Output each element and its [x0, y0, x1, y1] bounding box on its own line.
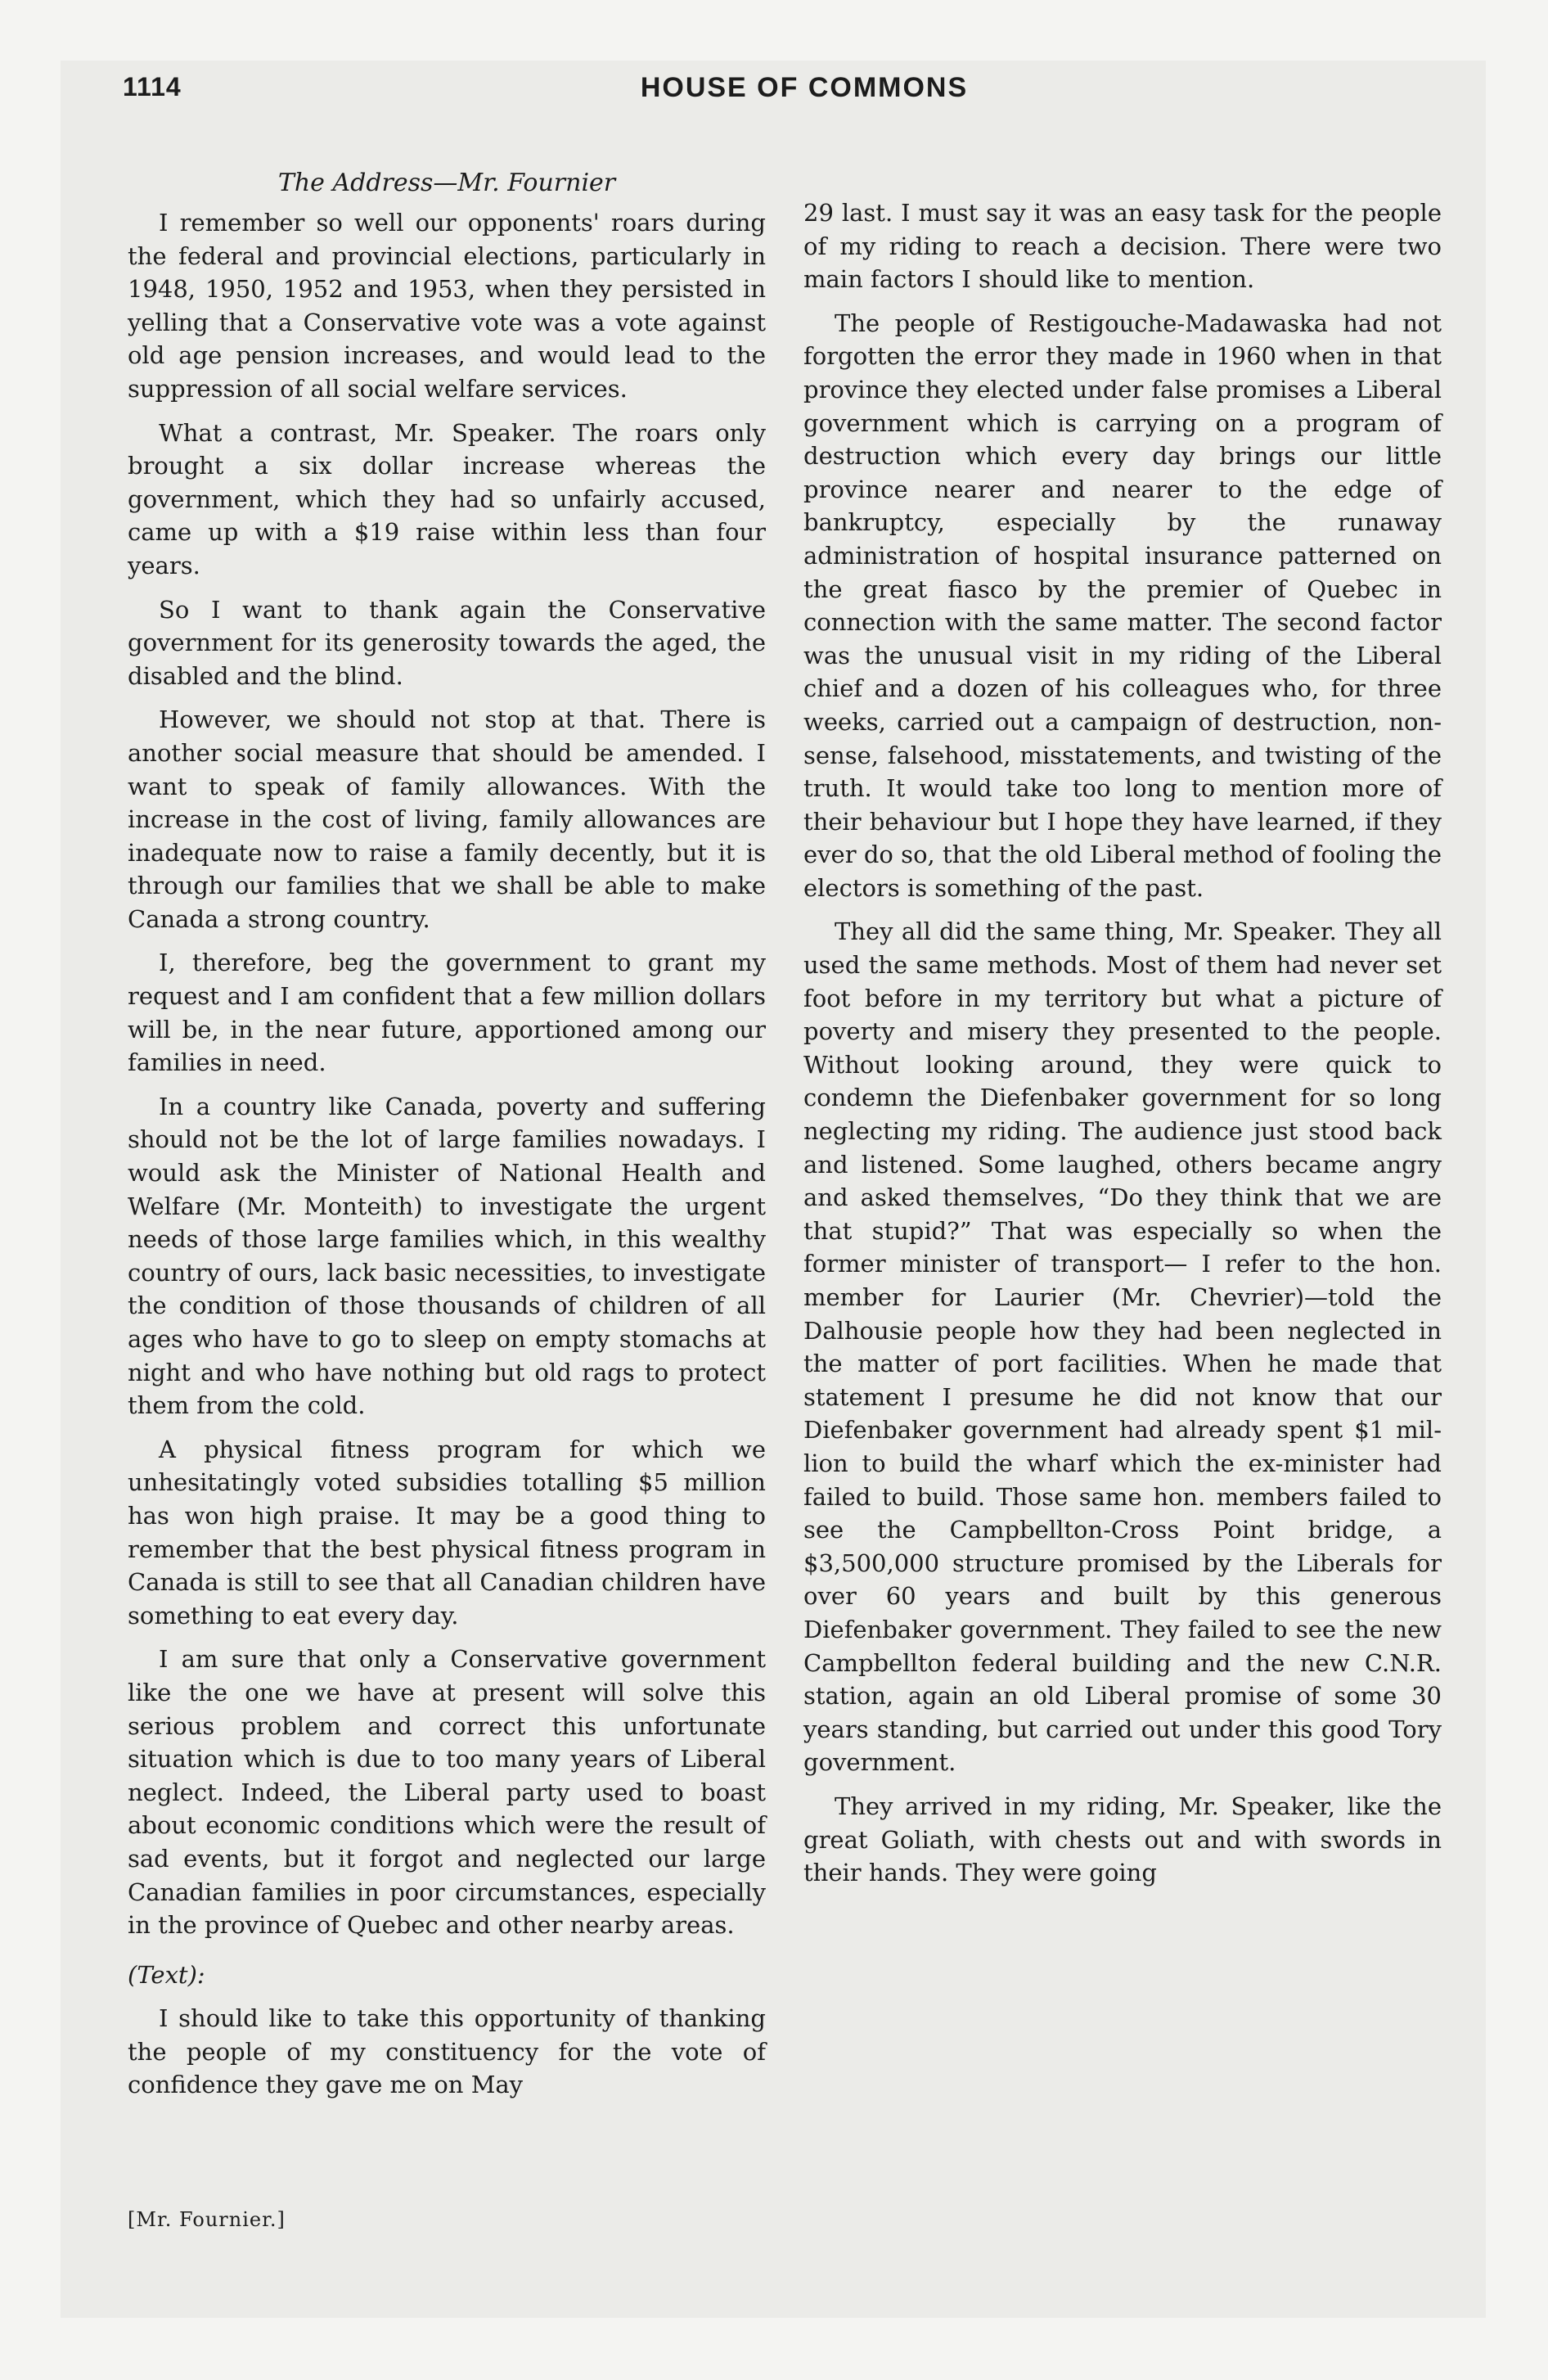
footer-signature: [Mr. Fournier.]	[128, 2208, 286, 2231]
paragraph: They arrived in my riding, Mr. Speaker, like the great Goliath, with chests out and with swords in their hands. They were going	[803, 1792, 1442, 1887]
paragraph: So I want to thank again the Conservative government for its generosity towards the aged, the disabled and the blind.	[128, 595, 766, 690]
paragraph: A physical fitness program for which we unhesitatingly voted subsidies totalling $5 million has won high praise. It may be a good thing to remember that the best physical fitness program in Canada is still to see that all Canadian children have something to eat every day.	[128, 1435, 766, 1629]
header-title: HOUSE OF COMMONS	[640, 72, 969, 103]
page-number: 1114	[123, 72, 182, 101]
right-column	[803, 196, 1442, 1900]
left-column	[128, 167, 766, 2112]
paragraph: I am sure that only a Conservative government like the one we have at present will solve this serious problem and correct this unfortunate situation which is due to too many years of Liberal neglect. Indeed, the Liberal party used to boast about economic conditions which were the result of sad events, but it forgot and neglected our large Canadian families in poor circumstances, especially in the province of Quebec and other nearby areas.	[128, 1645, 766, 1940]
paragraph: 29 last. I must say it was an easy task for the people of my riding to reach a decision. There were two main factors I should like to mention.	[803, 199, 1442, 294]
paragraph: What a contrast, Mr. Speaker. The roars only brought a six dollar increase whereas the government, which they had so unfairly accused, came up with a $19 raise within less than four years.	[128, 418, 766, 579]
paragraph: I remember so well our opponents' roars during the federal and provincial elections, particularly in 1948, 1950, 1952 and 1953, when they persisted in yelling that a Conservative vote was a vote against old age pension increases, and would lead to the suppression of all social welfare services.	[128, 209, 766, 403]
paragraph: The people of Restigouche-Madawaska had not forgotten the error they made in 1960 when in that province they elected under false promises a Liberal government which is carrying on a program of destruction which every day brings our little province nearer and nearer to the edge of bankruptcy, especially by the runaway administration of hospital insurance patterned on the great fiasco by the premier of Quebec in connection with the same matter. The second factor was the unusual visit in my riding of the Liberal chief and a dozen of his colleagues who, for three weeks, carried out a campaign of destruction, nonsense, falsehood, misstatements, and twisting of the truth. It would take too long to mention more of their behaviour but I hope they have learned, if they ever do so, that the old Liberal method of fooling the electors is something of the past.	[803, 309, 1442, 902]
running-head: The Address—Mr. Fournier	[277, 169, 616, 197]
paragraph: In a country like Canada, poverty and suffering should not be the lot of large families nowadays. I would ask the Minister of National Health and Welfare (Mr. Monteith) to investigate the urgent needs of those large families which, in this wealthy country of ours, lack basic necessities, to investigate the condition of those thousands of children of all ages who have to go to sleep on empty stomachs at night and who have nothing but old rags to protect them from the cold.	[128, 1092, 766, 1420]
paragraph: I, therefore, beg the government to grant my request and I am confident that a few million dollars will be, in the near future, apportioned among our families in need.	[128, 949, 766, 1077]
text-label: (Text):	[128, 1960, 205, 1989]
page-header	[123, 72, 1486, 121]
paragraph: I should like to take this opportunity of thanking the people of my constituency for the vote of confidence they gave me on May	[128, 2004, 766, 2099]
paragraph: However, we should not stop at that. There is another social measure that should be amended. I want to speak of family allowances. With the increase in the cost of living, family allowances are inadequate now to raise a family decently, but it is through our families that we shall be able to make Canada a strong country.	[128, 705, 766, 933]
paragraph: They all did the same thing, Mr. Speaker. They all used the same methods. Most of them had never set foot before in my territory but what a picture of poverty and misery they presented to the people. Without looking around, they were quick to condemn the Diefenbaker government for so long neglecting my riding. The audience just stood back and listened. Some laughed, others became angry and asked themselves, “Do they think that we are that stupid?” That was especially so when the former minister of transport— I refer to the hon. member for Laurier (Mr. Chevrier)—told the Dalhousie people how they had been neglected in the matter of port facilities. When he made that statement I presume he did not know that our Diefenbaker government had already spent $1 million to build the wharf which the ex-minister had failed to build. Those same hon. members failed to see the Campbellton-Cross Point bridge, a $3,500,000 structure promised by the Liberals for over 60 years and built by this generous Diefenbaker government. They failed to see the new Campbellton federal building and the new C.N.R. station, again an old Liberal promise of some 30 years standing, but carried out under this good Tory government.	[803, 917, 1442, 1777]
